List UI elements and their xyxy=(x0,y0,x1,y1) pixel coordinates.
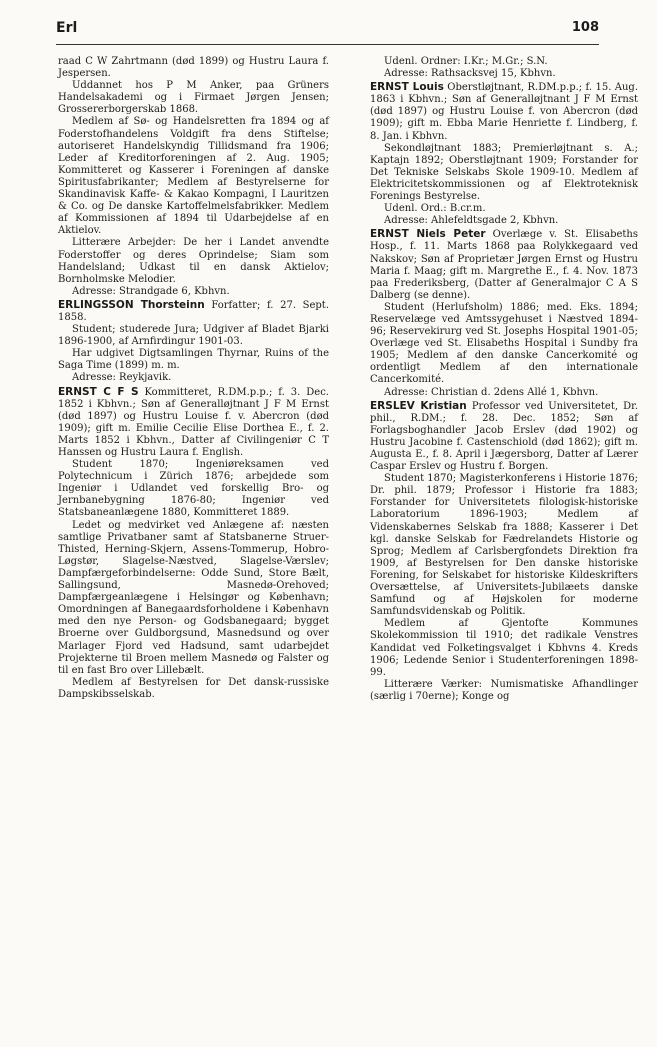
paragraph: Sekondløjtnant 1883; Premierløjtnant s. A.; Kaptajn 1892; Oberstløjtnant 1909; Forstander for Det Tekniske Selskabs Skole 1909-10. Medlem af Elektricitetskommissionen og af Elektroteknisk Forenings Bestyrelse. xyxy=(370,142,638,203)
paragraph: Adresse: Strandgade 6, Kbhvn. xyxy=(72,285,230,297)
paragraph: Student 1870; Ingeniøreksamen ved Polytechnicum i Zürich 1876; arbejdede som Ingeniør i Udlandet ved forskellig Bro- og Jernbanebygning 1876-80; Ingeniør ved Statsbaneanlægene 1880, Kommitteret 1889. xyxy=(58,459,329,519)
paragraph: Student (Herlufsholm) 1886; med. Eks. 1894; Reservelæge ved Amtssygehuset i Næstved 1894-96; Reservekirurg ved St. Josephs Hospital 1901-05; Overlæge ved St. Elisabeths Hospital i Sundby fra 1905; Medlem af den danske Cancerkomité og ordentligt Medlem af den internationale Cancerkomité. xyxy=(370,301,638,386)
paragraph: Student; studerede Jura; Udgiver af Bladet Bjarki 1896-1900, af Arnfirdingur 1901-03. xyxy=(58,324,329,348)
biography-entry xyxy=(370,81,638,142)
biography-entry xyxy=(58,386,329,460)
paragraph: Adresse: Ahlefeldtsgade 2, Kbhvn. xyxy=(384,215,559,227)
entry-name: ERLINGSSON Thorsteinn xyxy=(58,298,205,311)
right-column xyxy=(370,56,638,703)
entry-text: Oberstløjtnant, R.DM.p.p.; f. 15. Aug. 1863 i Kbhvn.; Søn af Generalløjtnant J F M Ernst (død 1897) og Hustru Louise f. von Abercron (død 1909); gift m. Ebba Marie Henriette f. Lindberg, f. 8. Jan. i Kbhvn. xyxy=(370,82,639,142)
left-column xyxy=(58,56,329,701)
paragraph: Student 1870; Magisterkonferens i Historie 1876; Dr. phil. 1879; Professor i Historie fra 1883; Forstander for Universitetets filologisk-historiske Laboratorium 1896-1903; Medlem af Videnskabernes Selskab fra 1888; Kasserer i Det kgl. danske Selskab for Fædrelandets Historie og Sprog; Medlem af Carlsbergfondets Direktion fra 1909, af Bestyrelsen for Den danske historiske Forening, for Selskabet for historiske Kildeskrifters Oversættelse, af Universitets-Jubilæets danske Samfund og af Højskolen for moderne Samfundsvidenskab og Politik. xyxy=(370,473,638,618)
paragraph: Medlem af Bestyrelsen for Det dansk-russiske Dampskibsselskab. xyxy=(58,676,329,700)
entry-text: Forfatter; f. 27. Sept. 1858. xyxy=(58,299,329,323)
entry-name: ERNST C F S xyxy=(58,385,139,398)
entry-name: ERNST Niels Peter xyxy=(370,228,486,241)
paragraph: Ledet og medvirket ved Anlægene af: næsten samtlige Privatbaner samt af Statsbanerne Struer-Thisted, Herning-Skjern, Assens-Tommerup, Hobro-Løgstør, Slagelse-Næstved, Slagelse-Værslev; Dampfærgeforbindelserne: Odde Sund, Store Bælt, Sallingsund, Masnedø-Orehoved; Dampfærgeanlægene i Helsingør og København; Omordningen af Banegaardsforholdene i København med den nye Person- og Godsbanegaard; bygget Broerne over Guldborgsund, Masnedsund og over Marlager Fjord ved Hadsund, samt udarbejdet Projekterne til Broen mellem Masnedø og Falster og til en fast Bro over Lillebælt. xyxy=(58,519,329,676)
paragraph: Uddannet hos P M Anker, paa Grüners Handelsakademi og i Firmaet Jørgen Jensen; Grossererborgerskab 1868. xyxy=(58,80,329,116)
entry-name: ERSLEV Kristian xyxy=(370,399,467,412)
entry-text: Kommitteret, R.DM.p.p.; f. 3. Dec. 1852 i Kbhvn.; Søn af Generalløjtnant J F M Ernst (død 1897) og Hustru Louise f. v. Abercron (død 1909); gift m. Emilie Cecilie Elise Dorthea E., f. 2. Marts 1852 i Kbhvn., Datter af Civilingeniør C T Hanssen og Hustru Laura f. English. xyxy=(58,386,329,458)
paragraph: Udenl. Ordner: I.Kr.; M.Gr.; S.N. xyxy=(384,56,548,67)
page-number: 108 xyxy=(571,20,599,35)
paragraph: Udenl. Ord.: B.cr.m. xyxy=(384,203,486,215)
entry-text: Overlæge v. St. Elisabeths Hosp., f. 11. Marts 1868 paa Rolykkegaard ved Nakskov; Søn af Proprietær Jørgen Ernst og Hustru Maria f. Maag; gift m. Margrethe E., f. 4. Nov. 1873 paa Frederiksberg, (Datter af Generalmajor C A S Dalberg (se denne). xyxy=(370,229,638,301)
biography-entry xyxy=(370,400,638,474)
entry-text: Professor ved Universitetet, Dr. phil., R.DM.; f. 28. Dec. 1852; Søn af Forlagsboghandler Jacob Erslev (død 1902) og Hustru Jacobine f. Castenschiold (død 1862); gift m. Augusta E., f. 8. April i Jægersborg, Datter af Lærer Caspar Erslev og Hustru f. Borgen. xyxy=(370,400,638,473)
entry-name: ERNST Louis xyxy=(370,81,444,94)
paragraph: Adresse: Rathsacksvej 15, Kbhvn. xyxy=(384,68,556,80)
header-rule xyxy=(56,44,599,45)
paragraph: raad C W Zahrtmann (død 1899) og Hustru Laura f. Jespersen. xyxy=(58,56,329,80)
paragraph: Adresse: Reykjavik. xyxy=(72,372,172,384)
biography-entry xyxy=(58,299,329,324)
paragraph: Litterære Arbejder: De her i Landet anvendte Foderstoffer og deres Oprindelse; Siam som Handelsland; Udkast til en dansk Aktielov; Bornholmske Melodier. xyxy=(58,237,329,285)
paragraph: Har udgivet Digtsamlingen Thyrnar, Ruins of the Saga Time (1899) m. m. xyxy=(58,348,329,372)
biography-entry xyxy=(370,228,638,302)
paragraph: Litterære Værker: Numismatiske Afhandlinger (særlig i 70erne); Konge og xyxy=(370,678,638,702)
running-head: Erl xyxy=(56,20,78,36)
paragraph: Adresse: Christian d. 2dens Allé 1, Kbhvn. xyxy=(384,386,599,398)
paragraph: Medlem af Gjentofte Kommunes Skolekommission til 1910; det radikale Venstres Kandidat ved Folketingsvalget i Kbhvns 4. Kreds 1906; Ledende Senior i Studenterforeningen 1898-99. xyxy=(370,618,638,678)
paragraph: Medlem af Sø- og Handelsretten fra 1894 og af Foderstofhandelens Voldgift fra dens Stiftelse; autoriseret Handelskyndig Tillidsmand fra 1906; Leder af Kreditorforeningen af 2. Aug. 1905; Kommitteret og Kasserer i Foreningen af danske Spiritusfabrikanter; Medlem af Bestyrelserne for Skandinavisk Kaffe- & Kakao Kompagni, I Lauritzen & Co. og De danske Kartoffelmelsfabrikker. Medlem af Kommissionen af 1894 til Udarbejdelse af en Aktielov. xyxy=(58,116,329,237)
running-header xyxy=(56,20,599,46)
